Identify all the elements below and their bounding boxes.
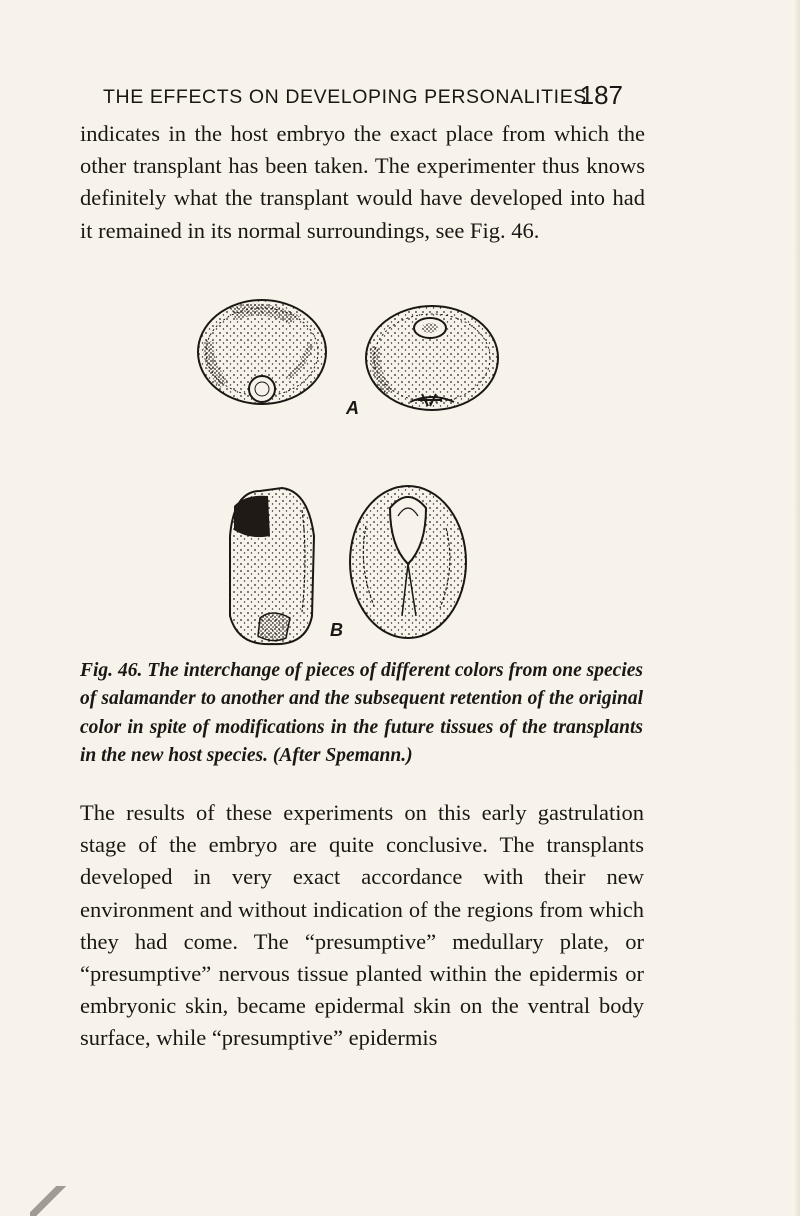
embryo-b-right [350,486,466,638]
running-title: THE EFFECTS ON DEVELOPING PERSONALITIES [103,86,587,108]
body-paragraph-2: The results of these experiments on this early gastrulation stage of the embryo are quite conclusive. The transplants developed in very exact accordance with their new environment and without indication of the regions from which they had come. The “presumptive” medullary plate, or “presumptive” nervous tissue planted within the epidermis or embryonic skin, became epidermal skin on the ventral body surface, while “presumptive” epidermis [80,800,644,1051]
figure-caption: Fig. 46. The interchange of pieces of different colors from one species of salamander to another and the subsequent retention of the original color in spite of modifications in the future tissues of the transplants in the new host species. (After Spemann.) [80,660,643,766]
figure-label-b: B [330,620,343,640]
embryo-illustration [190,296,520,646]
scan-corner-mark [30,1186,66,1216]
body-paragraph-1: indicates in the host embryo the exact place from which the other transplant has been taken. The experimenter thus knows definitely what the transplant would have developed into had it remained in its normal surroundings, see Fig. 46. [80,121,645,243]
embryo-a-right [366,306,498,410]
embryo-a-left [198,300,326,404]
figure-label-a: A [346,398,359,418]
embryo-b-left [230,488,314,644]
running-header [103,80,623,110]
figure-46 [190,296,520,646]
page-number: 187 [579,80,623,110]
page-edge-shadow [794,0,800,1216]
